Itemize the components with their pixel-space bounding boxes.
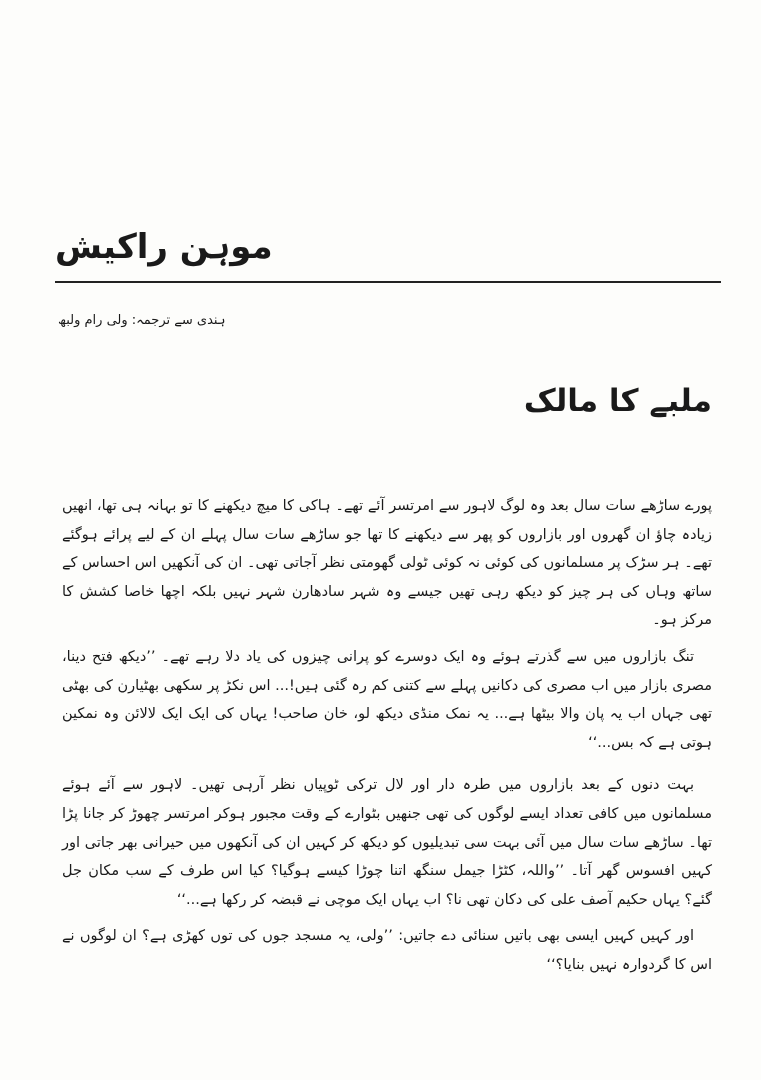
paragraph: پورے ساڑھے سات سال بعد وہ لوگ لاہور سے امرتسر آئے تھے۔ ہاکی کا میچ دیکھنے کا تو بہانہ ہی تھا، انھیں زیادہ چاؤ ان گھروں اور بازاروں کو پھر سے دیکھنے کا تھا جو ساڑھے سات سال پہلے ان کے لیے پرائے ہوگئے تھے۔ ہر سڑک پر مسلمانوں کی کوئی نہ کوئی ٹولی گھومتی نظر آجاتی تھی۔ ان کی آنکھیں اس احساس کے ساتھ وہاں کی ہر چیز کو دیکھ رہی تھیں جیسے وہ شہر سادھارن شہر نہیں بلکہ اچھا خاصا کشش کا مرکز ہو۔ [62, 498, 712, 629]
paragraph: تنگ بازاروں میں سے گذرتے ہوئے وہ ایک دوسرے کو پرانی چیزوں کی یاد دلا رہے تھے۔ ’’دیکھ فتح دینا، مصری بازار میں اب مصری کی دکانیں پہلے سے کتنی کم رہ گئی ہیں!... اس نکڑ پر سکھی بھٹیارن کی بھٹی تھی جہاں اب یہ پان والا بیٹھا ہے... یہ نمک منڈی دیکھ لو، خان صاحب! یہاں کی ایک ایک لالائن وہ نمکین ہوتی ہے کہ بس...‘‘ [62, 648, 712, 751]
story-title: ملبے کا مالک [523, 383, 712, 419]
story-body [62, 492, 712, 988]
translator-credit: ہندی سے ترجمہ: ولی رام ولبھ [58, 313, 226, 328]
paragraph: اور کہیں کہیں ایسی بھی باتیں سنائی دے جاتیں: ’’ولی، یہ مسجد جوں کی توں کھڑی ہے؟ ان لوگوں نے اس کا گردوارہ نہیں بنایا؟‘‘ [62, 928, 712, 973]
author-name: موہن راکیش [55, 227, 273, 267]
author-divider [55, 281, 721, 283]
paragraph: بہت دنوں کے بعد بازاروں میں طرہ دار اور لال ترکی ٹوپیاں نظر آرہی تھیں۔ لاہور سے آئے ہوئے مسلمانوں میں کافی تعداد ایسے لوگوں کی تھی جنھیں بٹوارے کے وقت مجبور ہوکر امرتسر چھوڑ کر جانا پڑا تھا۔ ساڑھے سات سال میں آئی بہت سی تبدیلیوں کو دیکھ کر کہیں ان کی آنکھوں میں حیرانی بھر جاتی اور کہیں افسوس گھر آتا۔ ’’واللہ، کٹڑا جیمل سنگھ اتنا چوڑا کیسے ہوگیا؟ کیا اس طرف کے سب مکان جل گئے؟ یہاں حکیم آصف علی کی دکان تھی نا؟ اب یہاں ایک موچی نے قبضہ کر رکھا ہے...‘‘ [62, 777, 712, 908]
